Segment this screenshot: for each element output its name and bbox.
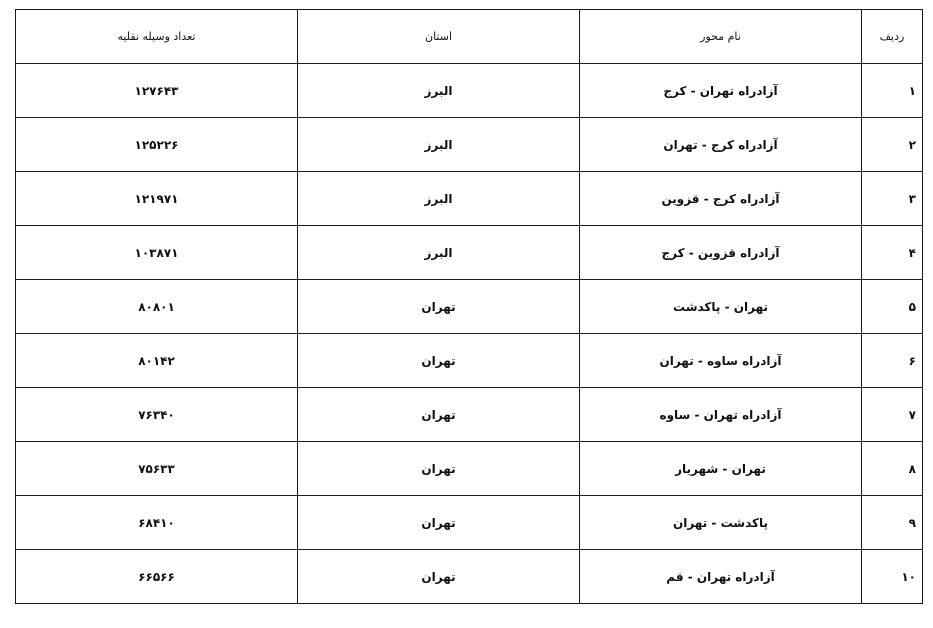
cell-row-number: ۱	[862, 64, 923, 118]
traffic-table	[15, 9, 923, 604]
header-row	[16, 10, 923, 64]
cell-row-number: ۴	[862, 226, 923, 280]
cell-province: تهران	[298, 388, 580, 442]
cell-route-name: تهران - پاکدشت	[580, 280, 862, 334]
cell-route-name: پاکدشت - تهران	[580, 496, 862, 550]
cell-route-name: آزادراه تهران - کرج	[580, 64, 862, 118]
table-row	[16, 388, 923, 442]
table-row	[16, 442, 923, 496]
header-row-number: ردیف	[862, 10, 923, 64]
cell-row-number: ۱۰	[862, 550, 923, 604]
cell-province: تهران	[298, 334, 580, 388]
cell-vehicle-count: ۸۰۱۴۲	[16, 334, 298, 388]
cell-province: البرز	[298, 172, 580, 226]
table-row	[16, 550, 923, 604]
table-row	[16, 280, 923, 334]
cell-vehicle-count: ۱۰۳۸۷۱	[16, 226, 298, 280]
cell-province: تهران	[298, 550, 580, 604]
table-body	[16, 64, 923, 604]
cell-row-number: ۹	[862, 496, 923, 550]
table-row	[16, 172, 923, 226]
cell-route-name: آزادراه ساوه - تهران	[580, 334, 862, 388]
cell-vehicle-count: ۷۶۳۴۰	[16, 388, 298, 442]
cell-vehicle-count: ۱۲۷۶۴۳	[16, 64, 298, 118]
table-row	[16, 496, 923, 550]
cell-row-number: ۵	[862, 280, 923, 334]
cell-row-number: ۲	[862, 118, 923, 172]
cell-province: تهران	[298, 280, 580, 334]
cell-row-number: ۶	[862, 334, 923, 388]
cell-row-number: ۳	[862, 172, 923, 226]
header-route-name: نام محور	[580, 10, 862, 64]
table-row	[16, 64, 923, 118]
cell-vehicle-count: ۷۵۶۳۳	[16, 442, 298, 496]
cell-province: البرز	[298, 226, 580, 280]
cell-vehicle-count: ۱۲۵۲۲۶	[16, 118, 298, 172]
cell-vehicle-count: ۱۲۱۹۷۱	[16, 172, 298, 226]
table-row	[16, 118, 923, 172]
cell-vehicle-count: ۸۰۸۰۱	[16, 280, 298, 334]
cell-vehicle-count: ۶۸۴۱۰	[16, 496, 298, 550]
cell-route-name: آزادراه قزوین - کرج	[580, 226, 862, 280]
cell-route-name: آزادراه تهران - قم	[580, 550, 862, 604]
cell-route-name: آزادراه تهران - ساوه	[580, 388, 862, 442]
table-header	[16, 10, 923, 64]
header-vehicle-count: تعداد وسیله نقلیه	[16, 10, 298, 64]
cell-province: البرز	[298, 64, 580, 118]
header-province: استان	[298, 10, 580, 64]
cell-province: تهران	[298, 496, 580, 550]
cell-row-number: ۸	[862, 442, 923, 496]
cell-route-name: آزادراه کرج - قزوین	[580, 172, 862, 226]
cell-route-name: تهران - شهریار	[580, 442, 862, 496]
table-row	[16, 226, 923, 280]
cell-province: البرز	[298, 118, 580, 172]
cell-row-number: ۷	[862, 388, 923, 442]
cell-route-name: آزادراه کرج - تهران	[580, 118, 862, 172]
cell-province: تهران	[298, 442, 580, 496]
cell-vehicle-count: ۶۶۵۶۶	[16, 550, 298, 604]
table-row	[16, 334, 923, 388]
